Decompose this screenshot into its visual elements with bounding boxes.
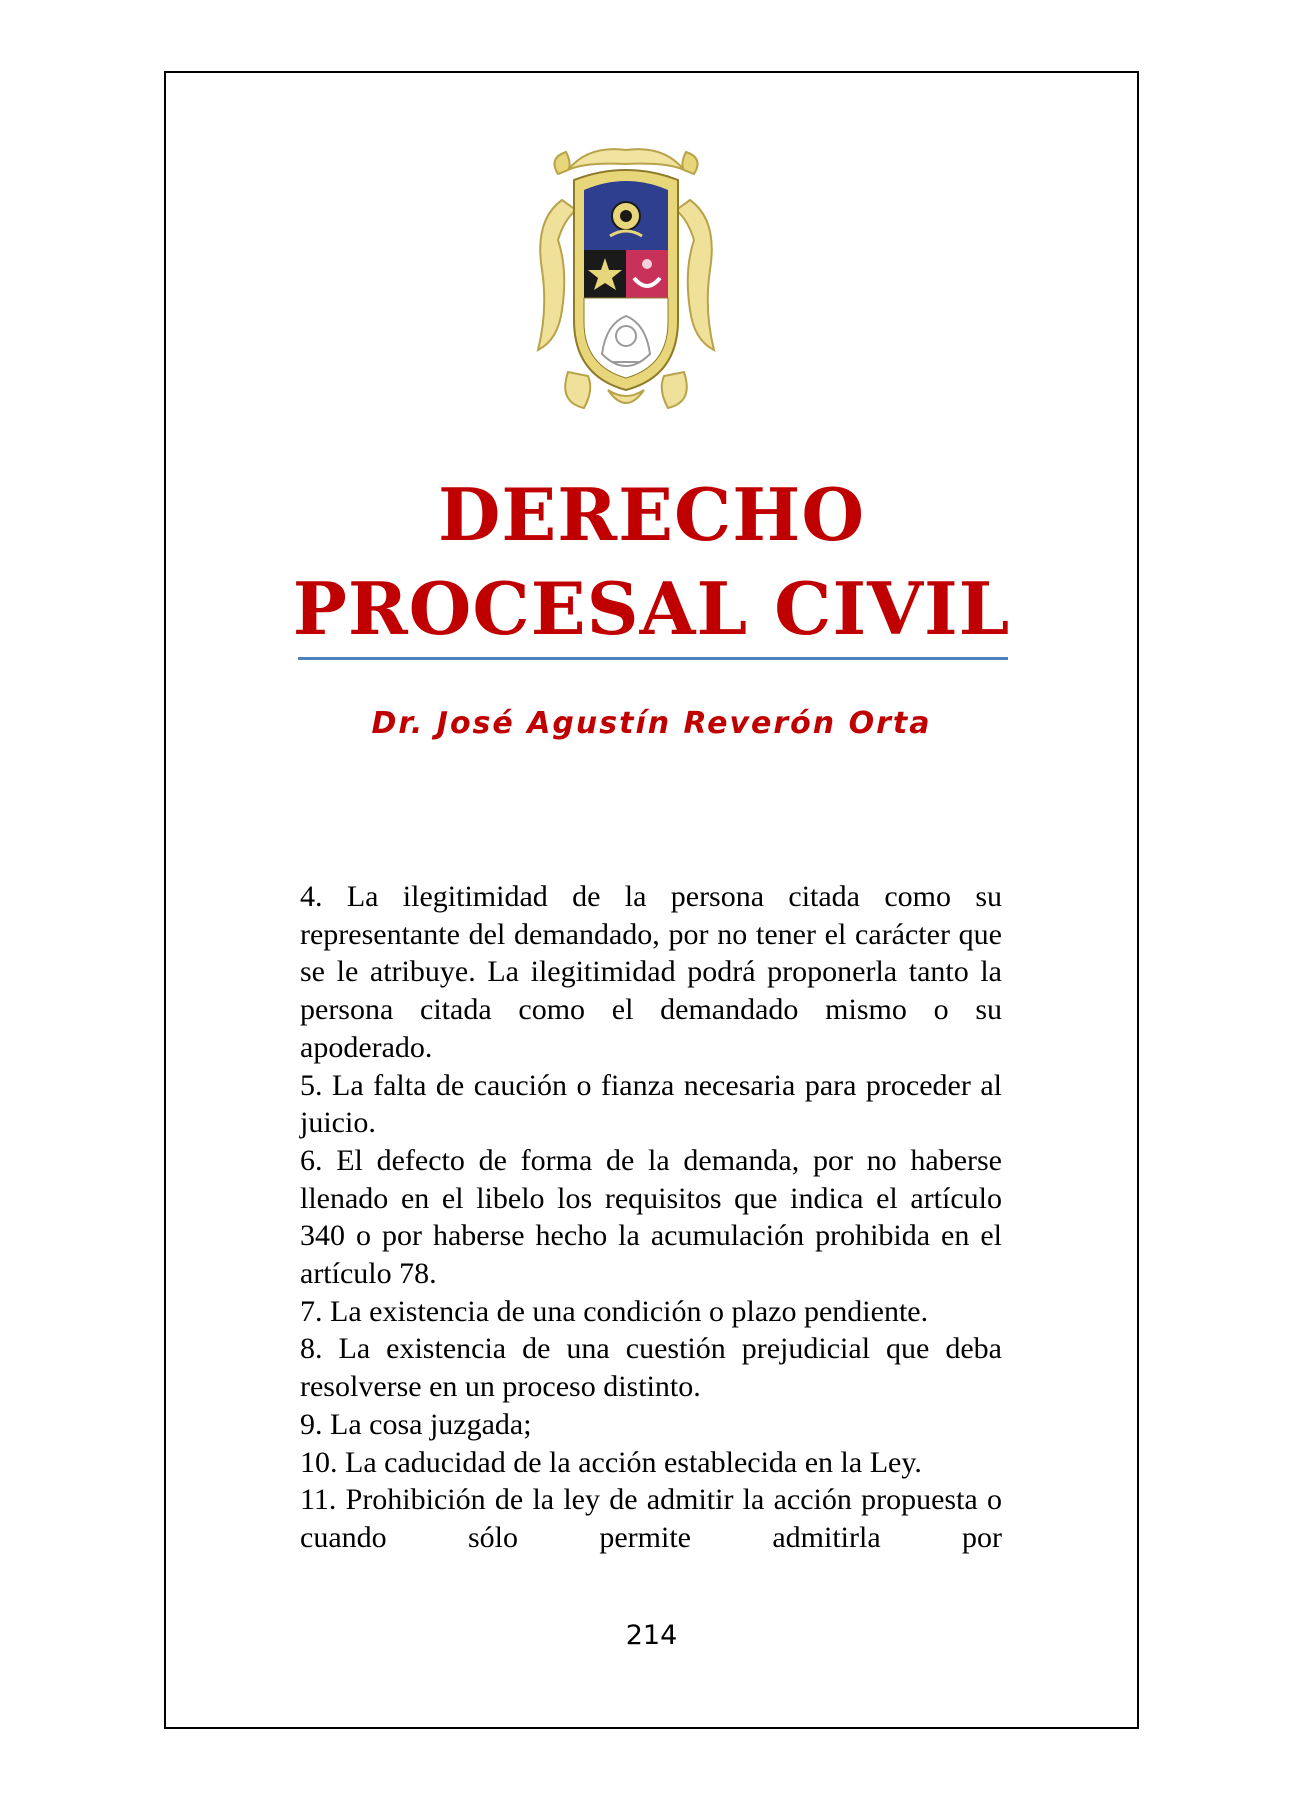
author-name: Dr. José Agustín Reverón Orta [371,706,932,741]
paragraph-item-10: 10. La caducidad de la acción establecida en la Ley. [300,1445,922,1479]
university-crest-icon [528,140,724,420]
paragraph-item-8: 8. La existencia de una cuestión prejudicial que deba resolverse en un proceso distinto. [300,1332,1002,1404]
page-number: 214 [625,1620,678,1651]
title-line-1: DERECHO [437,472,866,557]
paragraph-item-6: 6. El defecto de forma de la demanda, por no haberse llenado en el libelo los requisitos que indica el artículo 340 o por haberse hecho la acumulación prohibida en el artículo 78. [300,1143,1002,1291]
paragraph-item-5: 5. La falta de caución o fianza necesaria para proceder al juicio. [300,1068,1002,1140]
paragraph-item-11: 11. Prohibición de la ley de admitir la acción propuesta o cuando sólo permite admitirla por [300,1483,1002,1554]
body-text [300,878,1002,1557]
document-title [164,468,1139,656]
title-line-2: PROCESAL CIVIL [292,566,1011,651]
title-divider [298,657,1008,660]
paragraph-item-4: 4. La ilegitimidad de la persona citada como su representante del demandado, por no tener el carácter que se le atribuye. La ilegitimidad podrá proponerla tanto la persona citada como el demandado mismo o su apoderado. [300,880,1002,1064]
paragraph-item-7: 7. La existencia de una condición o plazo pendiente. [300,1294,929,1328]
paragraph-item-9: 9. La cosa juzgada; [300,1407,532,1441]
